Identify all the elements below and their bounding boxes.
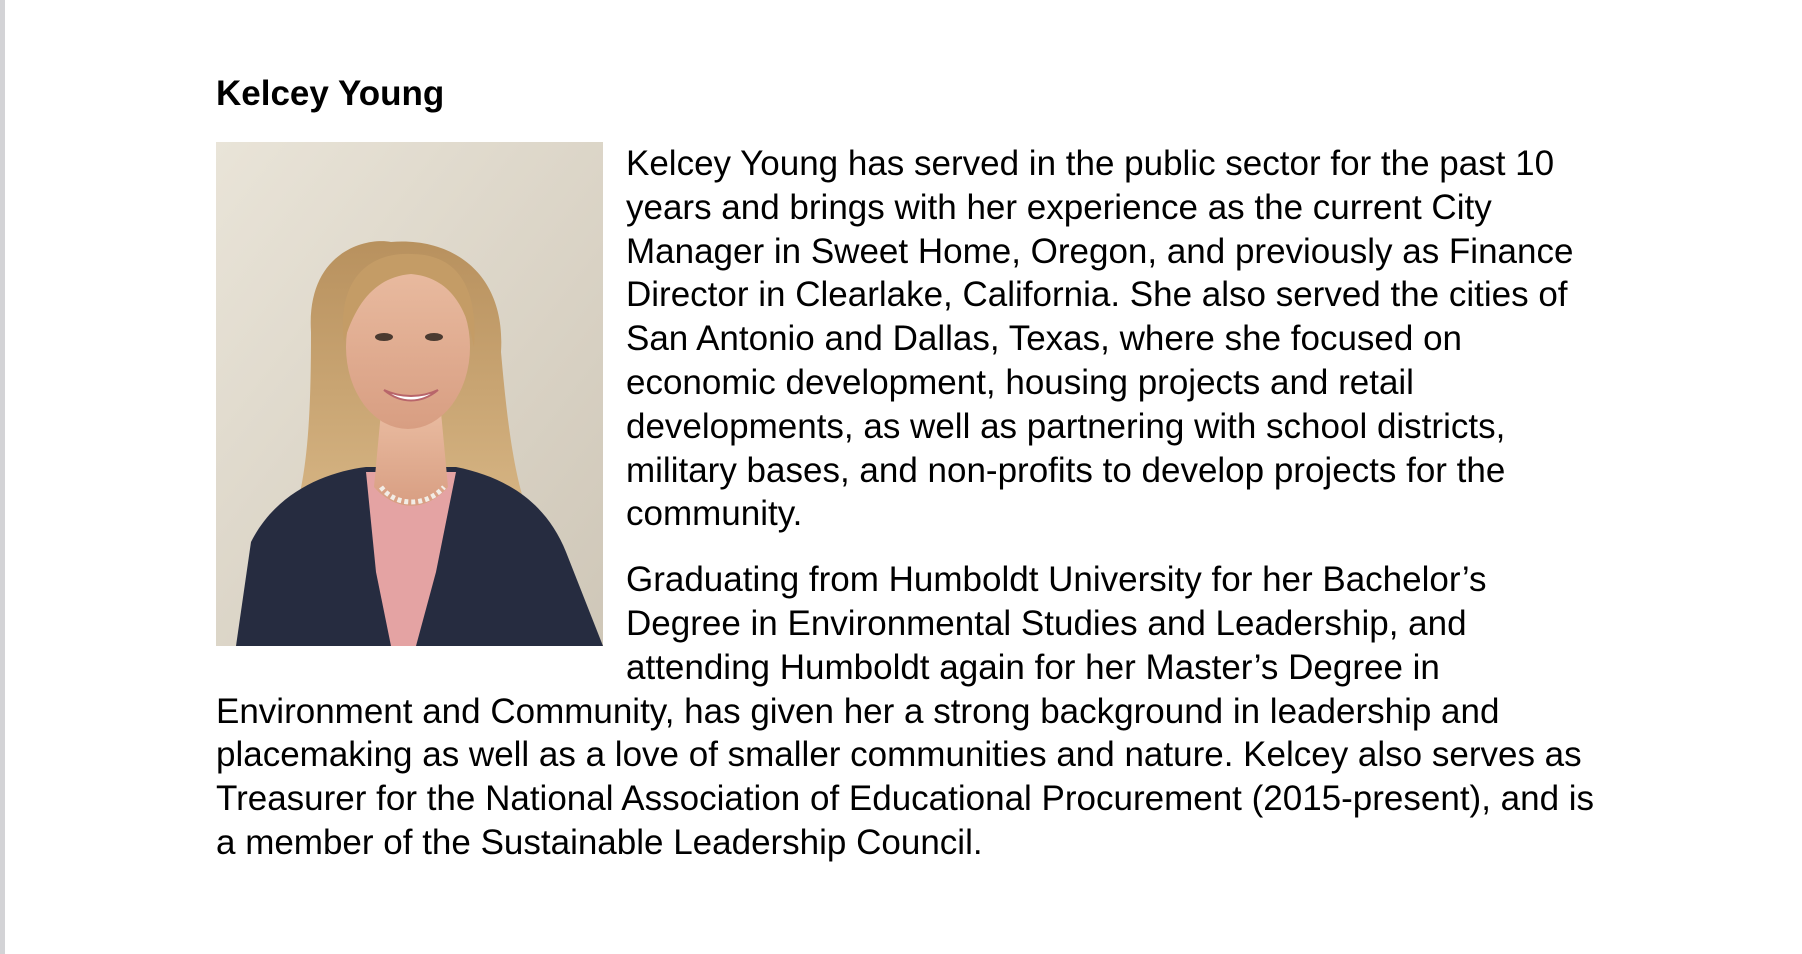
portrait-photo (216, 142, 603, 646)
bio-page (216, 70, 1596, 865)
bio-paragraph-1: Kelcey Young has served in the public sector for the past 10 years and brings with her experience as the current City Manager in Sweet Home, Oregon, and previously as Finance Director in Clearlake, California. She also served the cities of San Antonio and Dallas, Texas, where she focused on economic development, housing projects and retail developments, as well as partnering with school districts, military bases, and non-profits to develop projects for the community. (626, 144, 1574, 534)
person-name-heading: Kelcey Young (216, 74, 445, 113)
bio-paragraph-2: Graduating from Humboldt University for her Bachelor’s Degree in Environmental Studies and Leadership, and attending Humboldt again for her Master’s Degree in Environment and Community, has given her a strong background in leadership and placemaking as well as a love of smaller communities and nature. Kelcey also serves as Treasurer for the National Association of Educational Procurement (2015-present), and is a member of the Sustainable Leadership Council. (216, 560, 1595, 862)
window-edge (0, 0, 5, 954)
bio-section (216, 142, 1596, 865)
